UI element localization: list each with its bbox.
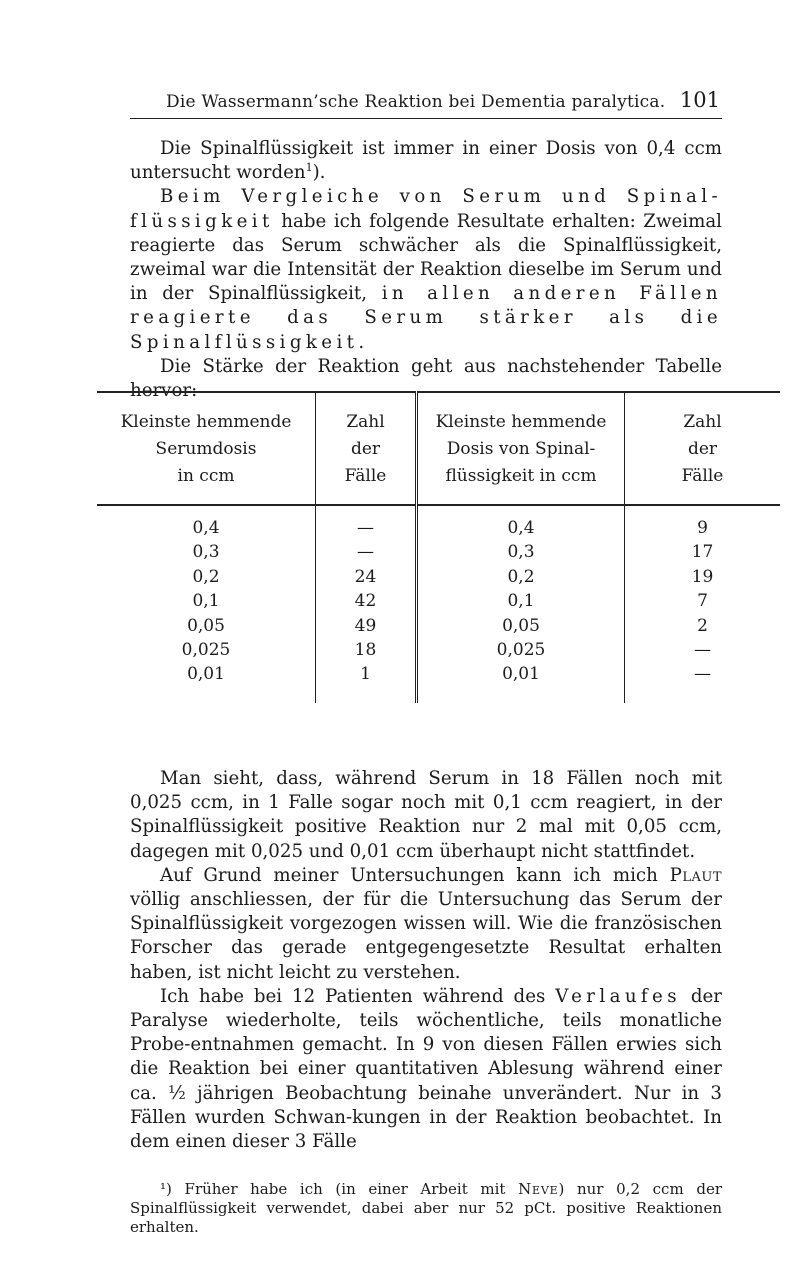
header-rule — [130, 118, 722, 119]
paragraph-verlauf: Ich habe bei 12 Patienten während des Verlaufes der Paralyse wiederholte, teils wöchentliche, teils monatliche Probe-entnahmen gemacht. In 9 von diesen Fällen erwies sich die Reaktion bei einer quantitativen Ablesung während einer ca. ½ jährigen Beobachtung beinahe unverändert. Nur in 3 Fällen wurden Schwan-kungen in der Reaktion beobachtet. In dem einen dieser 3 Fälle — [130, 985, 722, 1153]
header-zahl-spinal: Zahl der Fälle — [681, 412, 724, 486]
table-row: 0,4 — 0,4 9 — [97, 505, 780, 540]
table-row: 0,05 49 0,05 2 — [97, 614, 780, 638]
running-header — [130, 86, 720, 116]
page-number: 101 — [679, 88, 720, 112]
spaced-emphasis: Verlaufes — [555, 985, 681, 1007]
footnote-ref[interactable]: 1 — [305, 161, 313, 175]
running-title: Die Wassermann’sche Reaktion bei Dementia paralytica. — [166, 92, 666, 112]
header-serumdosis: Kleinste hemmende Serumdosis in ccm — [97, 392, 316, 505]
table-header-row — [97, 392, 780, 505]
header-zahl-serum: Zahl der Fälle — [316, 392, 417, 505]
table-row: 0,01 1 0,01 — — [97, 662, 780, 702]
results-table — [97, 391, 780, 703]
spaced-emphasis: Beim Vergleiche von Serum und Spinal- flüssigkeit — [130, 186, 722, 232]
footnote: ¹) Früher habe ich (in einer Arbeit mit Neve) nur 0,2 ccm der Spinalflüssigkeit verwendet, dabei aber nur 52 pCt. positive Reaktionen erhalten. — [130, 1180, 722, 1236]
table-row: 0,3 — 0,3 17 — [97, 540, 780, 564]
table-row: 0,2 24 0,2 19 — [97, 565, 780, 589]
paragraph-plaut: Auf Grund meiner Untersuchungen kann ich mich Plaut völlig anschliessen, der für die Untersuchung das Serum der Spinalflüssigkeit vorgezogen wissen will. Wie die französischen Forscher das gerade entgegengesetzte Resultat erhalten haben, ist nicht leicht zu verstehen. — [130, 864, 722, 983]
body-text-top — [130, 137, 722, 403]
paragraph-tabelle-intro: Die Stärke der Reaktion geht aus nachstehender Tabelle hervor: — [130, 355, 722, 402]
author-name: Neve — [518, 1180, 559, 1198]
paragraph-vergleich: Beim Vergleiche von Serum und Spinal- flüssigkeit habe ich folgende Resultate erhalten: Zweimal reagierte das Serum schwächer als die Spinalflüssigkeit, zweimal war die Intensität der Reaktion dieselbe im Serum und in der Spinalflüssigkeit, in allen anderen Fällen reagierte das Serum stärker als die Spinalflüssigkeit. — [130, 186, 722, 353]
author-name: Plaut — [669, 864, 722, 886]
header-spinaldosis: Kleinste hemmende Dosis von Spinal- flüssigkeit in ccm — [417, 392, 625, 505]
paragraph-ergebnis: Man sieht, dass, während Serum in 18 Fällen noch mit 0,025 ccm, in 1 Falle sogar noch mit 0,1 ccm reagiert, in der Spinalflüssigkeit positive Reaktion nur 2 mal mit 0,05 ccm, dagegen mit 0,025 und 0,01 ccm überhaupt nicht stattfindet. — [130, 768, 722, 862]
table-row: 0,1 42 0,1 7 — [97, 589, 780, 613]
footnote-marker: ¹) — [160, 1180, 172, 1198]
body-text-bottom — [130, 767, 722, 1154]
table-row: 0,025 18 0,025 — — [97, 638, 780, 662]
paragraph-dosis: Die Spinalflüssigkeit ist immer in einer Dosis von 0,4 ccm untersucht worden$^1$). — [130, 138, 722, 184]
spaced-emphasis: in allen anderen Fällen reagierte das Serum stärker als die Spinalflüssigkeit — [130, 283, 722, 353]
